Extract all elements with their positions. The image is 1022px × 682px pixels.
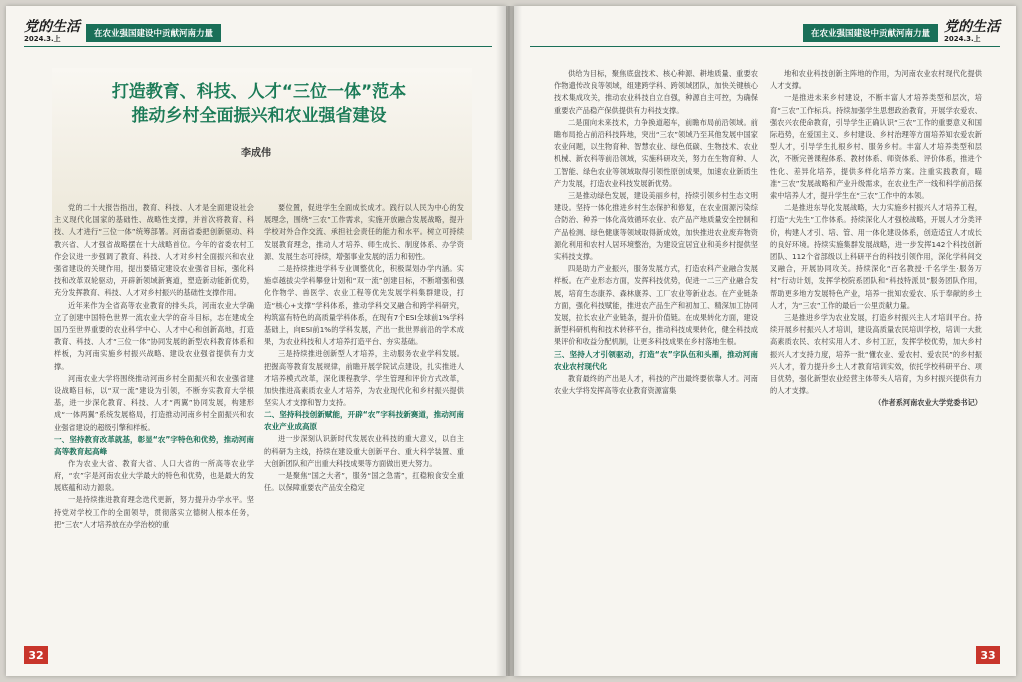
right-page bbox=[514, 6, 1016, 676]
text-column-4 bbox=[770, 68, 982, 410]
paragraph: 党的二十大报告指出，教育、科技、人才是全面建设社会主义现代化国家的基础性、战略性支撑，并首次将教育、科技、人才进行“三位一体”统筹部署。河南省委把创新驱动、科教兴省、人才强省战略摆在十大战略首位。今年的省委农村工作会议进一步强调了教育、科技、人才对乡村全面振兴和农业强省建设的关键作用，提出要锚定建设农业强省目标，强化科技和改革双轮驱动，开辟新领域新赛道，塑造新动能新优势，充分发挥教育、科技、人才对乡村振兴的基础性支撑作用。 bbox=[54, 203, 254, 298]
column-band: 在农业强国建设中贡献河南力量 bbox=[86, 24, 221, 42]
paragraph: 地和农业科技创新主阵地的作用，为河南农业农村现代化提供人才支撑。 bbox=[770, 69, 982, 91]
article-author: 李成伟 bbox=[241, 148, 271, 159]
paragraph: 二是推进东导化发展战略，大力实施乡村振兴人才培养工程，打造“大先生”工作体系。持续深化人才强校战略，开展人才分类评价，构建人才引、培、管、用一体化建设体系，创造适宜人才成长的良好环境。持续实施集群发展战略，进一步发挥142个科技创新团队、112个省部级以上科研平台的科技引领作用，深化学科间交叉融合，开展协同攻关。持续深化“百名教授·千名学生·服务万村”行动计划，发挥学校院系团队和“科技特派员”服务团队作用，帮助更多地方发展特色产业，培养一批知农爱农、乐于奉献的乡土人才，为“三农”工作的最后一公里贡献力量。 bbox=[770, 203, 982, 310]
magazine-brand: 党的生活 bbox=[24, 19, 80, 35]
magazine-logo bbox=[944, 21, 1000, 45]
paragraph: 供给为目标，聚焦底盘技术、核心种源、耕地质量、重要农作物遗传改良等领域，组建跨学科、跨领域团队，加快关键核心技术集成攻关，推动农业科技自立自强，种源自主可控，为确保重要农产品稳产保供提供有力科技支撑。 bbox=[554, 69, 758, 115]
paragraph: 一是持续推进教育理念迭代更新，努力提升办学水平。坚持党对学校工作的全面领导，贯彻落实立德树人根本任务，把“三农”人才培养放在办学治校的重 bbox=[54, 495, 254, 529]
issue-date: 2024.3.上 bbox=[24, 35, 61, 43]
header-rule bbox=[24, 46, 492, 47]
left-page bbox=[6, 6, 506, 676]
header-rule bbox=[530, 46, 1000, 47]
paragraph: 一是推进未来乡村建设，不断丰富人才培养类型和层次，培育“三农”工作标兵。持续加强学生思想政治教育，开展学农爱农、强农兴农使命教育，引导学生正确认识“三农”工作的重要意义和国际趋势，在爱国主义、乡村建设、乡村治理等方面培养知农爱农新型人才，引导学生扎根乡村、服务乡村。丰富人才培养类型和层次，不断完善课程体系、教材体系、师资体系、评价体系，推进个性化、差异化培养，提供多样化培养方案。注重实践教育，瞄准“三农”发展战略和产业升级需求，在农业生产一线和科学前沿探索中培养人才，提升学生在“三农”工作中的本领。 bbox=[770, 93, 982, 201]
page-number: 33 bbox=[976, 646, 1000, 664]
paragraph: 三是推动绿色发展，建设美丽乡村，持续引领乡村生态文明建设。坚持一体化推进乡村生态保护和修复，在农业面源污染综合防治、种养一体化高效循环农业、农产品产地质量安全控制和产品检测、绿色健康等领域取得新成效，加快推进农业废弃物资源化利用和农村人居环境整治，为建设宜居宜业和美乡村提供坚实科技支撑。 bbox=[554, 191, 758, 262]
text-column-1 bbox=[54, 202, 254, 531]
text-column-2 bbox=[264, 202, 464, 494]
page-header bbox=[24, 20, 227, 46]
text-column-3 bbox=[554, 68, 758, 397]
paragraph: 四是助力产业振兴，服务发展方式，打造农科产业融合发展样板。在产业形态方面，发挥科技优势，促进一二三产业融合发展，培育生态康养、森林康养、工厂农业等新业态。在产业链条方面，强化科技赋能，推进农产品生产和初加工、精深加工协同发展，拉长农业产业链条，提升价值链。在成果转化方面，建设新型科研机构和技术转移平台，推动科技成果转化，健全科技成果评价和收益分配机制，让更多科技成果在乡村落地生根。 bbox=[554, 264, 758, 347]
paragraph: 河南农业大学将围绕推动河南乡村全面振兴和农业强省建设战略目标，以“双一流”建设为引领，不断夯实教育大学根基，进一步深化教育、科技、人才“两翼”协同发展，构建形成“一体两翼”系统发展格局，打造推动河南乡村全面振兴和农业强省建设的超级引擎和样板。 bbox=[54, 373, 254, 432]
title-line-2: 推动乡村全面振兴和农业强省建设 bbox=[131, 106, 387, 126]
paragraph: 二是持续推进学科专业调整优化，积极谋划办学内涵。实施卓越拔尖学科攀登计划和“双一流”创建目标，不断增强和强化作物学、兽医学、农业工程等优先发展学科集群建设，打造“核心+支撑”学科体系，推动学科交叉融合和跨学科研究，构筑富有特色的高质量学科体系，在现有7个ESI全球前1%学科基础上，向ESI前1%的学科发展，产出一批世界前沿的学术成果，为农业科技和人才培养打造平台、夯实基础。 bbox=[264, 264, 464, 347]
magazine-brand: 党的生活 bbox=[944, 19, 1000, 35]
section-heading: 一、坚持教育改革就基，彰显“农”字特色和优势，推动河南高等教育起高峰 bbox=[54, 434, 254, 456]
paragraph: 进一步深刻认识新时代发展农业科技的重大意义，以自主的科研为主线，持续在建设重大创新平台、重大科学装置、重大创新团队和产出重大科技成果等方面做出更大努力。 bbox=[264, 434, 464, 468]
paragraph: 作为农业大省、教育大省、人口大省的一所高等农业学府，“农”字是河南农业大学最大的特色和优势，也是最大的发展底蕴和动力源泉。 bbox=[54, 458, 254, 493]
paragraph: 教育最终的产出是人才，科技的产出最终要依靠人才。河南农业大学将发挥高等农业教育资源富集 bbox=[554, 373, 758, 395]
magazine-logo bbox=[24, 21, 80, 45]
paragraph: 三是持续推进创新型人才培养，主动服务农业学科发展。把握高等教育发展规律，前瞻开展学院试点建设，扎实推进人才培养模式改革，深化课程教学、学生管理和评价方式改革，加快推进高素质农业人才培养，为农业现代化和乡村振兴提供坚实人才支撑和智力支持。 bbox=[264, 349, 464, 408]
page-number: 32 bbox=[24, 646, 48, 664]
paragraph: 二是面向未来技术，力争换道超车，前瞻布局前沿领域。前瞻布局抢占前沿科技阵地，突出“三农”领域乃至其他发展中国家农业问题，以生物育种、智慧农业、绿色低碳、生物技术、农业机械、新农科等前沿领域，实施科研攻关，努力在生物育种、人工智能、绿色农业等领域取得引领性原创成果，加速农业新质生产力发展，打造农业科技发展新优势。 bbox=[554, 117, 758, 188]
article-title bbox=[64, 80, 454, 128]
author-note: （作者系河南农业大学党委书记） bbox=[874, 398, 982, 408]
section-heading: 三、坚持人才引领驱动，打造“农”字队伍和头雁，推动河南农业农村现代化 bbox=[554, 349, 758, 371]
paragraph: 近年来作为全省高等农业教育的排头兵，河南农业大学确立了创建中国特色世界一流农业大学的奋斗目标，志在建成全国乃至世界重要的农业科学中心、人才中心和创新高地，打造教育、科技、人才“三位一体”协同发展的新型农科教育体系和样板，为河南实施乡村振兴战略、建设农业强省提供有力支撑。 bbox=[54, 300, 254, 371]
paragraph: 三是推进乡学为农业发展，打造乡村振兴主人才培训平台。持续开展乡村振兴人才培训，建设高质量农民培训学校，培训一大批高素质农民、农村实用人才、乡村工匠，发挥学校优势，加大乡村振兴人才支持力度，培养一批“懂农业、爱农村、爱农民”的乡村振兴人才，着力提升乡土人才教育培训实效，依托学校科研平台、项目优势，强化新型农业经营主体带头人培育，为乡村振兴提供有力的人才支撑。 bbox=[770, 313, 982, 396]
column-band: 在农业强国建设中贡献河南力量 bbox=[803, 24, 938, 42]
paragraph: 一是聚焦“国之大者”，服务“国之急需”，扛稳粮食安全重任。以保障重要农产品安全稳定 bbox=[264, 471, 464, 493]
page-header bbox=[797, 20, 1000, 46]
paragraph: 要位置，促进学生全面成长成才。践行以人民为中心的发展理念，围绕“三农”工作需求，实施开放融合发展战略，提升学校对外合作交流、承担社会责任的能力和水平。树立可持续发展教育理念，推动人才培养、师生成长、制度体系、办学资源、发展生态可持续，增强事业发展的活力和韧性。 bbox=[264, 203, 464, 261]
issue-date: 2024.3.上 bbox=[944, 35, 981, 43]
title-line-1: 打造教育、科技、人才“三位一体”范本 bbox=[111, 82, 407, 102]
section-heading: 二、坚持科技创新赋能，开辟“农”字科技新赛道，推动河南农业产业成高原 bbox=[264, 410, 464, 432]
